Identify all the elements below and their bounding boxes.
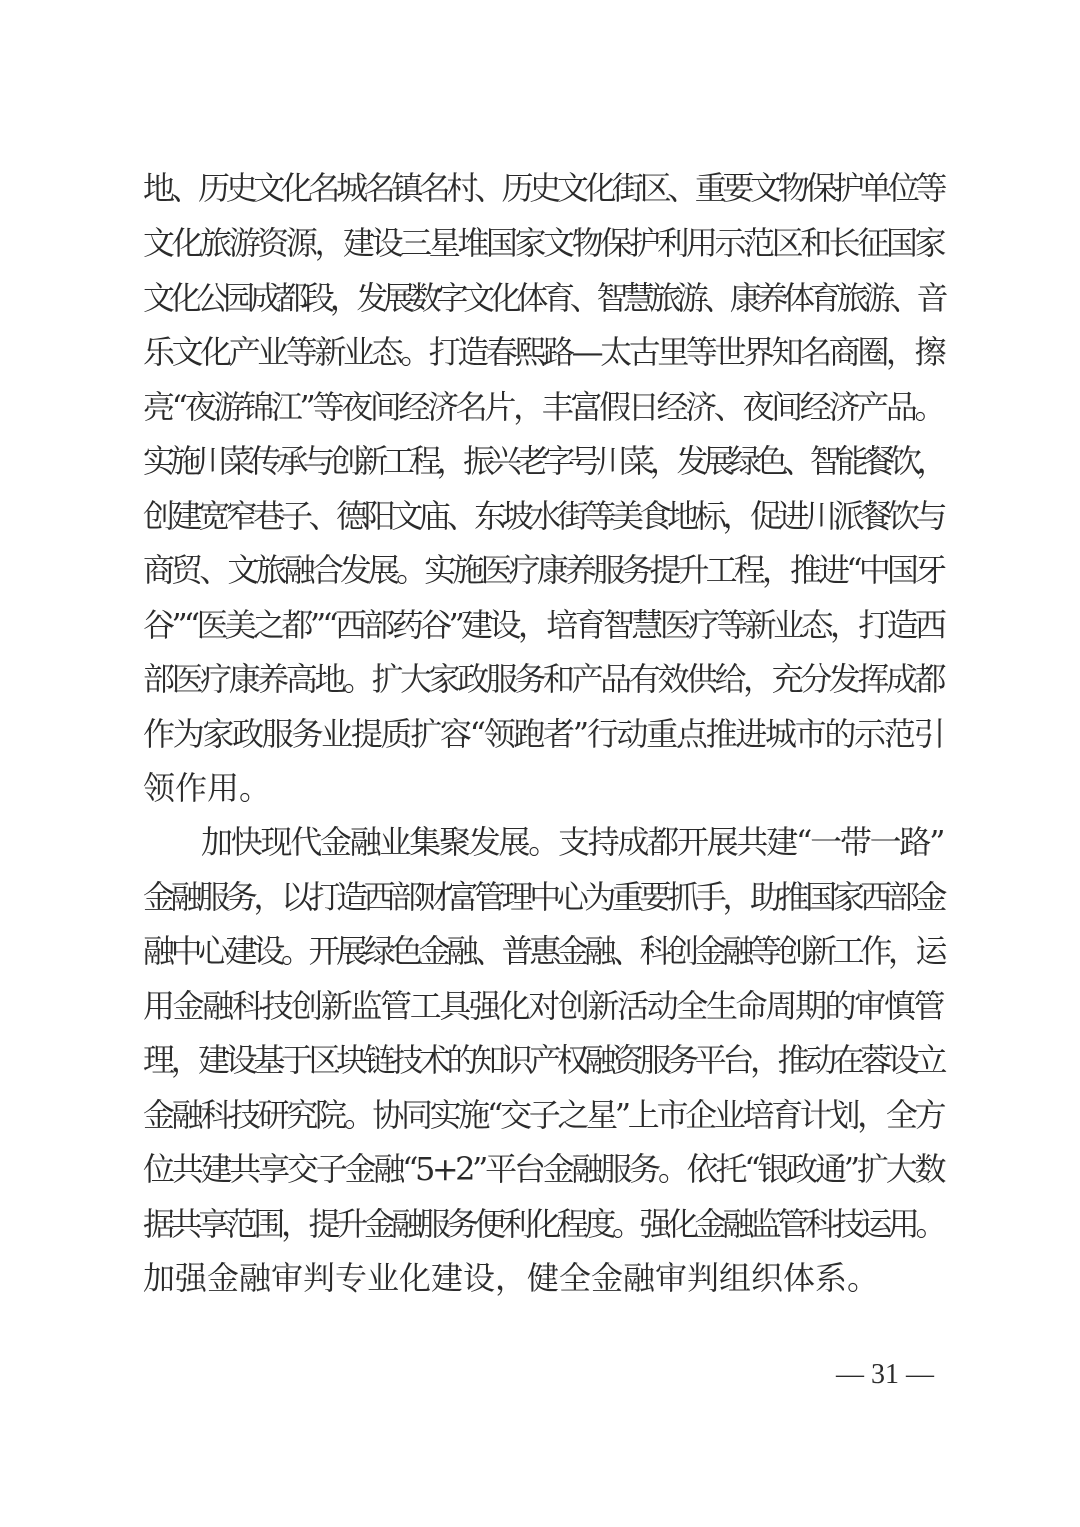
paragraph-1-line-5: 亮“夜游锦江”等夜间经济名片，丰富假日经济、夜间经济产品。 bbox=[143, 388, 943, 426]
paragraph-2-line-1: 加快现代金融业集聚发展。支持成都开展共建“一带一路” bbox=[201, 823, 943, 861]
paragraph-1-line-8: 商贸、文旅融合发展。实施医疗康养服务提升工程，推进“中国牙 bbox=[143, 551, 943, 589]
paragraph-1-line-11: 作为家政服务业提质扩容“领跑者”行动重点推进城市的示范引 bbox=[143, 715, 943, 753]
paragraph-1-line-12: 领作用。 bbox=[143, 769, 272, 807]
paragraph-2-line-7: 位共建共享交子金融“5+2”平台金融服务。依托“银政通”扩大数 bbox=[143, 1150, 943, 1188]
paragraph-1-line-3: 文化公园成都段，发展数字文化体育、智慧旅游、康养体育旅游、音 bbox=[143, 279, 943, 317]
paragraph-1-line-1: 地、历史文化名城名镇名村、历史文化街区、重要文物保护单位等 bbox=[143, 169, 943, 207]
paragraph-2-line-8: 据共享范围，提升金融服务便利化程度。强化金融监管科技运用。 bbox=[143, 1205, 943, 1243]
paragraph-1-line-7: 创建宽窄巷子、德阳文庙、东坡水街等美食地标，促进川派餐饮与 bbox=[143, 497, 943, 535]
paragraph-2-line-3: 融中心建设。开展绿色金融、普惠金融、科创金融等创新工作，运 bbox=[143, 932, 943, 970]
paragraph-2-line-2: 金融服务，以打造西部财富管理中心为重要抓手，助推国家西部金 bbox=[143, 878, 943, 916]
page-number: — 31 — bbox=[836, 1359, 934, 1390]
paragraph-1-line-4: 乐文化产业等新业态。打造春熙路—太古里等世界知名商圈，擦 bbox=[143, 333, 943, 371]
paragraph-2-line-5: 理，建设基于区块链技术的知识产权融资服务平台，推动在蓉设立 bbox=[143, 1041, 943, 1079]
paragraph-2-line-4: 用金融科技创新监管工具强化对创新活动全生命周期的审慎管 bbox=[143, 987, 943, 1025]
paragraph-1-line-6: 实施川菜传承与创新工程，振兴老字号川菜，发展绿色、智能餐饮， bbox=[143, 442, 943, 480]
paragraph-2-line-6: 金融科技研究院。协同实施“交子之星”上市企业培育计划，全方 bbox=[143, 1096, 943, 1134]
paragraph-2-line-9: 加强金融审判专业化建设，健全金融审判组织体系。 bbox=[143, 1259, 880, 1297]
paragraph-1-line-10: 部医疗康养高地。扩大家政服务和产品有效供给，充分发挥成都 bbox=[143, 660, 943, 698]
paragraph-1-line-2: 文化旅游资源，建设三星堆国家文物保护利用示范区和长征国家 bbox=[143, 224, 943, 262]
paragraph-1-line-9: 谷”“医美之都”“西部药谷”建设，培育智慧医疗等新业态，打造西 bbox=[143, 606, 943, 644]
